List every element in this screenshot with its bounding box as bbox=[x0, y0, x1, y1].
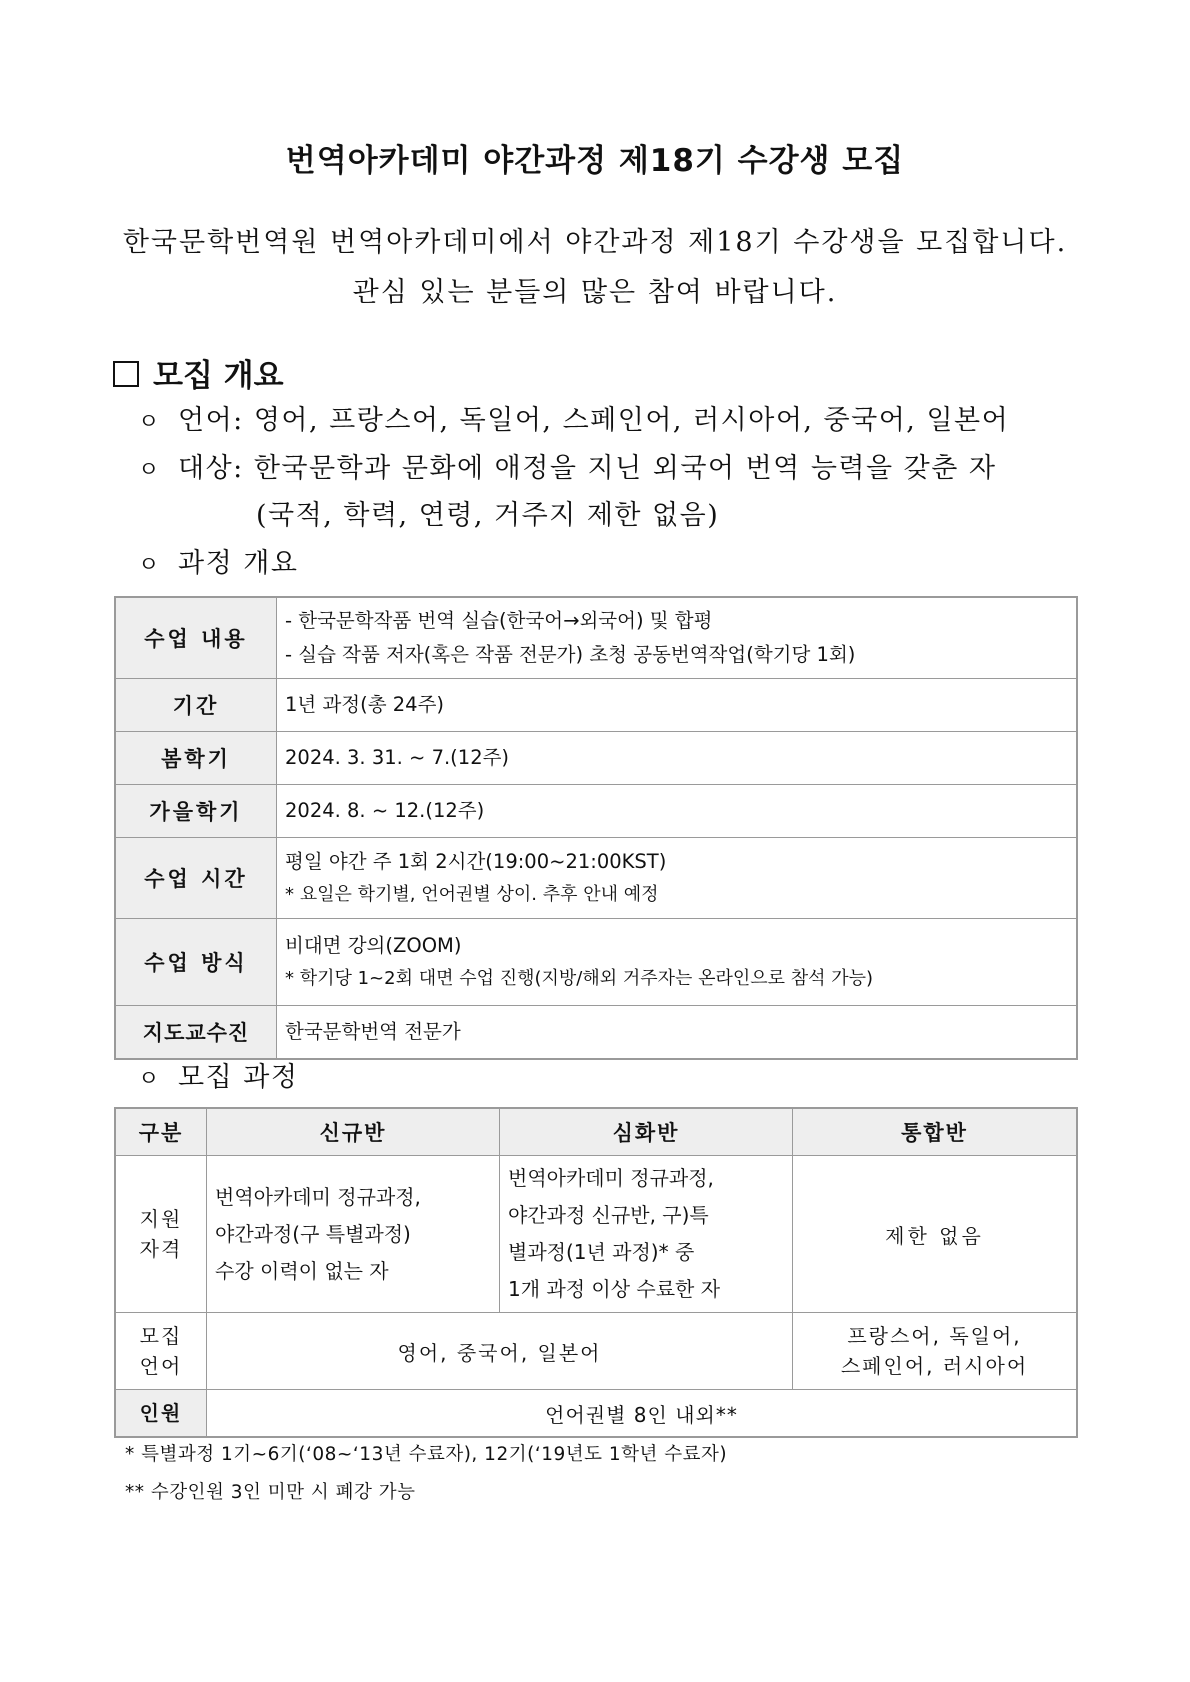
spring-label: 봄학기 bbox=[115, 732, 277, 785]
course-overview-table bbox=[114, 596, 1078, 1060]
faculty-value: 한국문학번역 전문가 bbox=[277, 1006, 1078, 1060]
content-label: 수업 내용 bbox=[115, 597, 277, 679]
table-row bbox=[115, 1390, 1077, 1438]
fall-label: 가을학기 bbox=[115, 785, 277, 838]
bullet-recruit-courses-text: 모집 과정 bbox=[178, 1062, 299, 1093]
language-integrated-line-2: 스페인어, 러시아어 bbox=[840, 1354, 1029, 1378]
table-row bbox=[115, 785, 1077, 838]
spring-value: 2024. 3. 31. ~ 7.(12주) bbox=[277, 732, 1078, 785]
bullet-target-note: (국적, 학력, 연령, 거주지 제한 없음) bbox=[256, 500, 720, 531]
table-row bbox=[115, 1313, 1077, 1390]
method-label: 수업 방식 bbox=[115, 919, 277, 1006]
eligibility-advanced-line: 별과정(1년 과정)* 중 bbox=[508, 1240, 695, 1264]
period-label: 기간 bbox=[115, 679, 277, 732]
faculty-label: 지도교수진 bbox=[115, 1006, 277, 1060]
section-heading bbox=[113, 350, 284, 395]
time-label: 수업 시간 bbox=[115, 838, 277, 919]
header-integrated-class: 통합반 bbox=[793, 1108, 1078, 1156]
bullet-course-overview bbox=[138, 541, 298, 580]
table-row bbox=[115, 597, 1077, 679]
eligibility-advanced-line: 번역아카데미 정규과정, bbox=[508, 1166, 714, 1190]
bullet-target-text: 대상: 한국문학과 문화에 애정을 지닌 외국어 번역 능력을 갖춘 자 bbox=[178, 453, 997, 484]
method-note: * 학기당 1~2회 대면 수업 진행(지방/해외 거주자는 온라인으로 참석 가능) bbox=[285, 968, 874, 990]
method-value bbox=[277, 919, 1078, 1006]
eligibility-advanced-line: 1개 과정 이상 수료한 자 bbox=[508, 1277, 721, 1301]
circle-bullet-icon: ㅇ bbox=[138, 1067, 161, 1092]
language-label bbox=[115, 1313, 207, 1390]
table-row bbox=[115, 1156, 1077, 1313]
table-row bbox=[115, 919, 1077, 1006]
language-integrated-line-1: 프랑스어, 독일어, bbox=[847, 1324, 1022, 1348]
eligibility-new-line: 번역아카데미 정규과정, bbox=[215, 1184, 421, 1209]
capacity-value: 언어권별 8인 내외** bbox=[207, 1390, 1078, 1438]
header-new-class: 신규반 bbox=[207, 1108, 500, 1156]
content-line-1: - 한국문학작품 번역 실습(한국어→외국어) 및 합평 bbox=[285, 608, 713, 632]
bullet-course-overview-text: 과정 개요 bbox=[178, 548, 299, 579]
fall-value: 2024. 8. ~ 12.(12주) bbox=[277, 785, 1078, 838]
time-value bbox=[277, 838, 1078, 919]
intro-line-1: 한국문학번역원 번역아카데미에서 야간과정 제18기 수강생을 모집합니다. bbox=[122, 227, 1068, 258]
language-label-line-2: 언어 bbox=[139, 1354, 183, 1378]
eligibility-advanced bbox=[500, 1156, 793, 1313]
eligibility-label bbox=[115, 1156, 207, 1313]
eligibility-label-line-1: 지원 bbox=[139, 1207, 183, 1231]
time-text: 평일 야간 주 1회 2시간(19:00~21:00KST) bbox=[285, 850, 667, 874]
footnote-2: ** 수강인원 3인 미만 시 폐강 가능 bbox=[125, 1482, 416, 1503]
circle-bullet-icon: ㅇ bbox=[138, 410, 161, 435]
capacity-label: 인원 bbox=[115, 1390, 207, 1438]
footnote-1: * 특별과정 1기~6기(‘08~‘13년 수료자), 12기(‘19년도 1학년 수료자) bbox=[125, 1444, 728, 1465]
header-category: 구분 bbox=[115, 1108, 207, 1156]
document-title: 번역아카데미 야간과정 제18기 수강생 모집 bbox=[285, 143, 905, 179]
bullet-language-text: 언어: 영어, 프랑스어, 독일어, 스페인어, 러시아어, 중국어, 일본어 bbox=[178, 405, 1010, 436]
content-value bbox=[277, 597, 1078, 679]
time-note: * 요일은 학기별, 언어권별 상이. 추후 안내 예정 bbox=[285, 884, 659, 906]
eligibility-new bbox=[207, 1156, 500, 1313]
eligibility-integrated: 제한 없음 bbox=[793, 1156, 1078, 1313]
period-value: 1년 과정(총 24주) bbox=[277, 679, 1078, 732]
bullet-recruit-courses bbox=[138, 1055, 298, 1094]
table-header-row bbox=[115, 1108, 1077, 1156]
circle-bullet-icon: ㅇ bbox=[138, 458, 161, 483]
table-row bbox=[115, 679, 1077, 732]
method-text: 비대면 강의(ZOOM) bbox=[285, 934, 462, 958]
eligibility-new-line: 수강 이력이 없는 자 bbox=[215, 1258, 389, 1283]
bullet-target bbox=[138, 446, 996, 485]
bullet-language bbox=[138, 398, 1009, 437]
intro-line-2: 관심 있는 분들의 많은 참여 바랍니다. bbox=[352, 277, 838, 308]
circle-bullet-icon: ㅇ bbox=[138, 553, 161, 578]
table-row bbox=[115, 1006, 1077, 1060]
eligibility-label-line-2: 자격 bbox=[139, 1237, 183, 1261]
content-line-2: - 실습 작품 저자(혹은 작품 전문가) 초청 공동번역작업(학기당 1회) bbox=[285, 643, 856, 666]
eligibility-advanced-line: 야간과정 신규반, 구)특 bbox=[508, 1203, 709, 1227]
eligibility-new-line: 야간과정(구 특별과정) bbox=[215, 1221, 411, 1246]
section-heading-text: 모집 개요 bbox=[153, 358, 284, 394]
header-advanced-class: 심화반 bbox=[500, 1108, 793, 1156]
square-bullet-icon bbox=[113, 361, 139, 387]
language-label-line-1: 모집 bbox=[139, 1324, 183, 1348]
recruit-courses-table bbox=[114, 1107, 1078, 1438]
language-new-advanced: 영어, 중국어, 일본어 bbox=[207, 1313, 793, 1390]
language-integrated bbox=[793, 1313, 1078, 1390]
table-row bbox=[115, 838, 1077, 919]
table-row bbox=[115, 732, 1077, 785]
